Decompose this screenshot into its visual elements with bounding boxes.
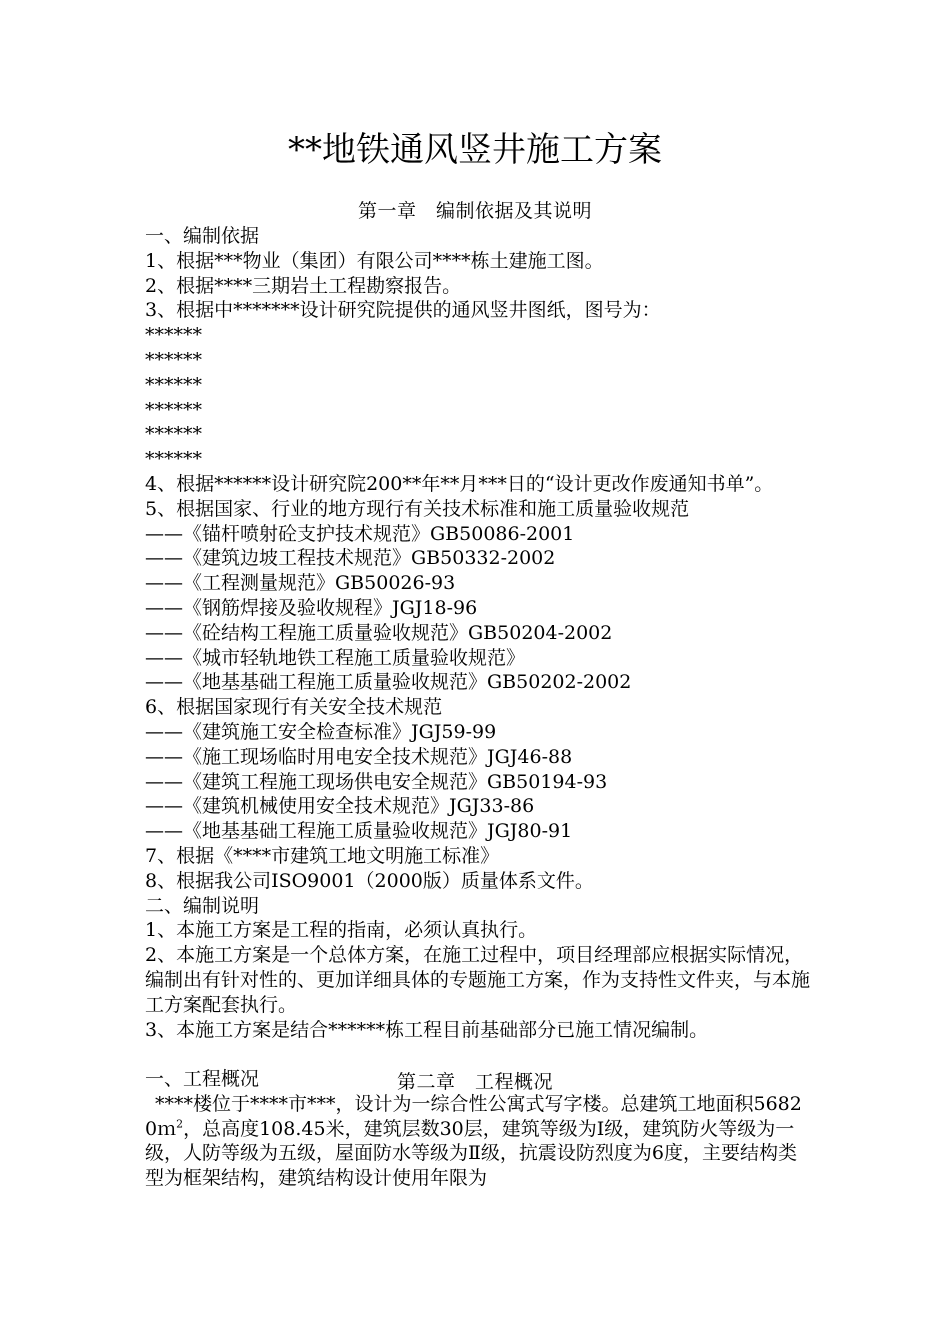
- note-item: 3、本施工方案是结合******栋工程目前基础部分已施工情况编制。: [145, 1018, 709, 1041]
- standard-item: ——《建筑施工安全检查标准》JGJ59-99: [145, 720, 497, 743]
- basis-item: 3、根据中*******设计研究院提供的通风竖井图纸，图号为：: [145, 299, 661, 322]
- standard-item: ——《城市轻轨地铁工程施工质量验收规范》: [145, 646, 526, 669]
- basis-item: 2、根据****三期岩土工程勘察报告。: [145, 274, 462, 297]
- standard-item: ——《建筑机械使用安全技术规范》JGJ33-86: [145, 795, 535, 818]
- chapter-2-spacer: [145, 1042, 811, 1067]
- standard-item: ——《地基基础工程施工质量验收规范》JGJ80-91: [145, 820, 573, 843]
- basis-item: 5、根据国家、行业的地方现行有关技术标准和施工质量验收规范: [145, 497, 690, 520]
- drawing-number: ******: [145, 448, 202, 471]
- drawing-number: ******: [145, 324, 202, 347]
- basis-item: 7、根据《****市建筑工地文明施工标准》: [145, 844, 500, 867]
- section-heading-basis: 一、编制依据: [145, 225, 260, 247]
- standard-item: ——《建筑工程施工现场供电安全规范》GB50194-93: [145, 770, 608, 793]
- overview-text-part2: ，总高度108.45米，建筑层数30层，建筑等级为Ⅰ级，建筑防火等级为一级，人防等级为五级，屋面防水等级为Ⅱ级，抗震设防烈度为6度，主要结构类型为框架结构，建筑结构设计使用年限为: [145, 1117, 798, 1190]
- section-heading-overview: 一、工程概况: [145, 1068, 260, 1091]
- chapter-1-heading: 第一章 编制依据及其说明: [357, 200, 592, 222]
- section-heading-notes: 二、编制说明: [145, 894, 260, 917]
- basis-item: 4、根据******设计研究院200**年**月***日的“设计更改作废通知书单”。: [145, 472, 774, 495]
- overview-paragraph: [145, 1092, 811, 1191]
- note-item: 2、本施工方案是一个总体方案，在施工过程中，项目经理部应根据实际情况，编制出有针对性的、更加详细具体的专题施工方案，作为支持性文件夹，与本施工方案配套执行。: [145, 944, 811, 1016]
- standard-item: ——《砼结构工程施工质量验收规范》GB50204-2002: [145, 621, 613, 644]
- standard-item: ——《锚杆喷射砼支护技术规范》GB50086-2001: [145, 522, 575, 545]
- drawing-number: ******: [145, 373, 202, 396]
- standard-item: ——《施工现场临时用电安全技术规范》JGJ46-88: [145, 745, 573, 768]
- standard-item: ——《工程测量规范》GB50026-93: [145, 572, 456, 595]
- document-body: [145, 224, 811, 1191]
- standard-item: ——《钢筋焊接及验收规程》JGJ18-96: [145, 596, 478, 619]
- superscript-2: 2: [176, 1117, 184, 1131]
- document-title: **地铁通风竖井施工方案: [288, 130, 662, 170]
- drawing-number: ******: [145, 398, 202, 421]
- drawing-number: ******: [145, 423, 202, 446]
- standard-item: ——《地基基础工程施工质量验收规范》GB50202-2002: [145, 671, 632, 694]
- chapter-2-heading: 第二章 工程概况: [396, 1071, 553, 1093]
- drawing-number: ******: [145, 348, 202, 371]
- basis-item: 1、根据***物业（集团）有限公司****栋土建施工图。: [145, 249, 604, 272]
- basis-item: 6、根据国家现行有关安全技术规范: [145, 696, 443, 719]
- standard-item: ——《建筑边坡工程技术规范》GB50332-2002: [145, 547, 556, 570]
- note-item: 1、本施工方案是工程的指南，必须认真执行。: [145, 919, 538, 942]
- overview-text-part1: ****楼位于****市***，设计为一综合性公寓式写字楼。总建筑工地面积56820ｍ: [145, 1092, 802, 1140]
- basis-item: 8、根据我公司ISO9001（2000版）质量体系文件。: [145, 869, 594, 892]
